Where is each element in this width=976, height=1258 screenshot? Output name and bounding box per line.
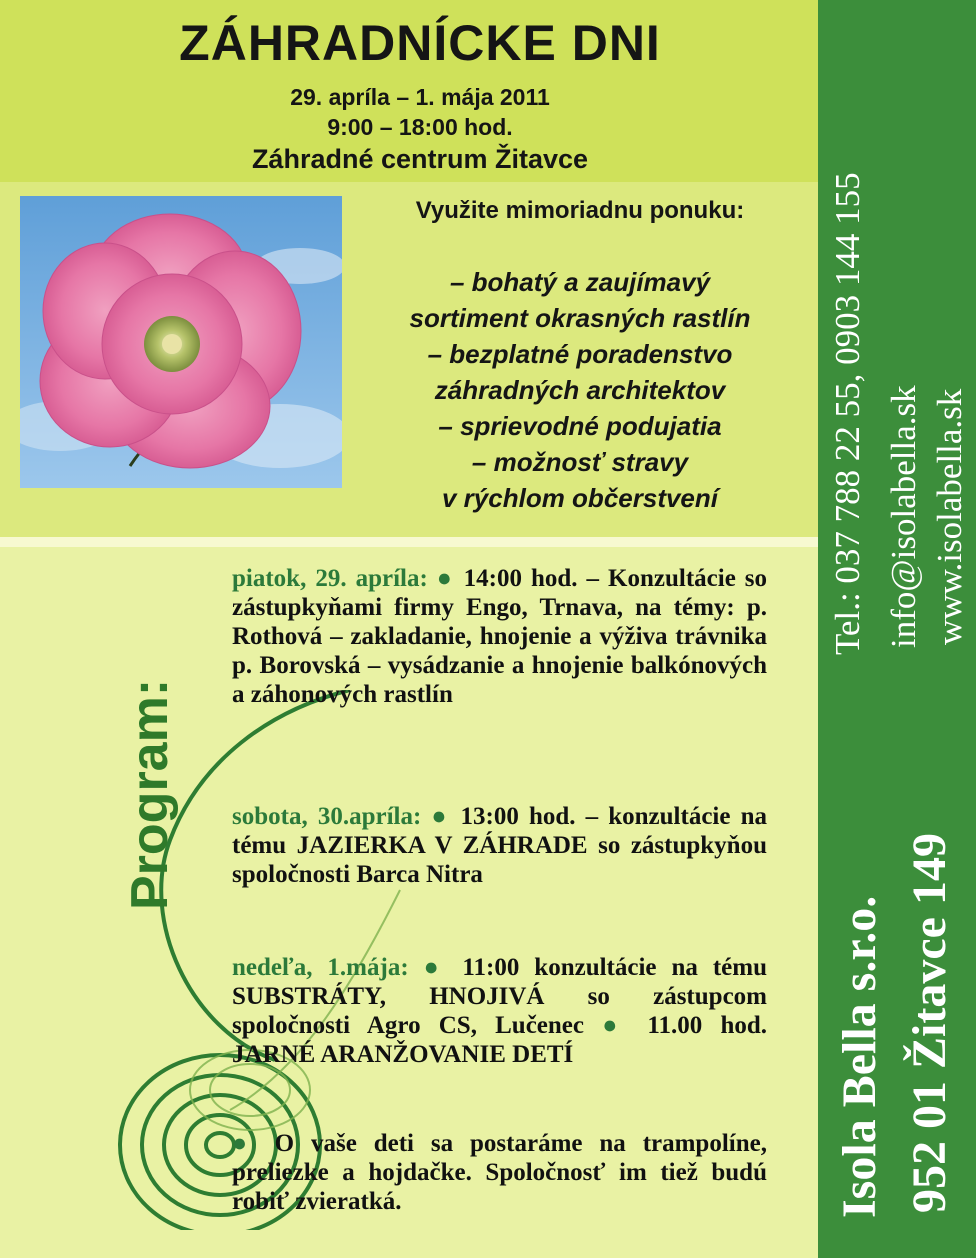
program-text: O vaše deti sa postaráme na trampolíne, preliezke a hojdačke. Spoločnosť im tiež budú robiť zvieratká.	[232, 1130, 767, 1215]
hollyhock-flower-photo	[20, 196, 342, 488]
event-hours: 9:00 – 18:00 hod.	[327, 114, 513, 140]
bullet-dot-icon: ●	[436, 565, 455, 592]
offer-item: – bohatý a zaujímavý	[449, 267, 711, 297]
page-title: ZÁHRADNÍCKE DNI	[179, 15, 661, 71]
contact-email: info@isolabella.sk	[884, 385, 923, 648]
event-dates: 29. apríla – 1. mája 2011	[290, 84, 550, 110]
program-kids	[232, 1129, 767, 1216]
company-address: 952 01 Žitavce 149	[903, 833, 956, 1213]
program-heading: Program:	[121, 678, 179, 910]
bullet-dot-icon: ●	[232, 1130, 258, 1157]
offer-intro: Využite mimoriadnu ponuku:	[415, 197, 745, 224]
program-saturday	[232, 802, 767, 889]
company-name: Isola Bella s.r.o.	[833, 895, 886, 1218]
offer-item: – možnosť stravy	[471, 447, 689, 477]
program-text: 11:00 konzultácie na tému SUBSTRÁTY, HNOJIVÁ so zástupcom spoločnosti Agro CS, Lučenec	[232, 954, 767, 1039]
offer-item: – sprievodné podujatia	[438, 411, 722, 441]
program-sunday	[232, 953, 767, 1069]
offer-item: v rýchlom občerstvení	[442, 483, 718, 513]
program-text: 11.00 hod. JARNÉ ARANŽOVANIE DETÍ	[232, 1012, 767, 1068]
offer-item: záhradných architektov	[434, 375, 726, 405]
divider	[0, 537, 818, 547]
contact-website: www.isolabella.sk	[930, 388, 969, 645]
contact-phone: Tel.: 037 788 22 55, 0903 144 155	[828, 172, 867, 655]
event-venue: Záhradné centrum Žitavce	[251, 144, 589, 174]
offer-items	[352, 264, 808, 516]
program-friday	[232, 564, 767, 709]
program-text: 14:00 hod. – Konzultácie so zástupkyňami firmy Engo, Trnava, na témy: p. Rothová – zakladanie, hnojenie a výživa trávnika p. Borovská – vysádzanie a hnojenie balkónových a záhonových rastlín	[232, 565, 768, 708]
offer-item: sortiment okrasných rastlín	[409, 303, 751, 333]
offer-box	[352, 196, 808, 516]
bullet-dot-icon: ●	[602, 1012, 630, 1039]
offer-item: – bezplatné poradenstvo	[427, 339, 733, 369]
program-day-label: sobota, 30.apríla:	[232, 803, 422, 830]
program-day-label: piatok, 29. apríla:	[232, 565, 428, 592]
program-text: 13:00 hod. – konzultácie na tému JAZIERKA V ZÁHRADE so zástupkyňou spoločnosti Barca Nitra	[232, 803, 767, 888]
bullet-dot-icon: ●	[431, 803, 451, 830]
bullet-dot-icon: ●	[423, 954, 448, 981]
program-day-label: nedeľa, 1.mája:	[232, 954, 409, 981]
